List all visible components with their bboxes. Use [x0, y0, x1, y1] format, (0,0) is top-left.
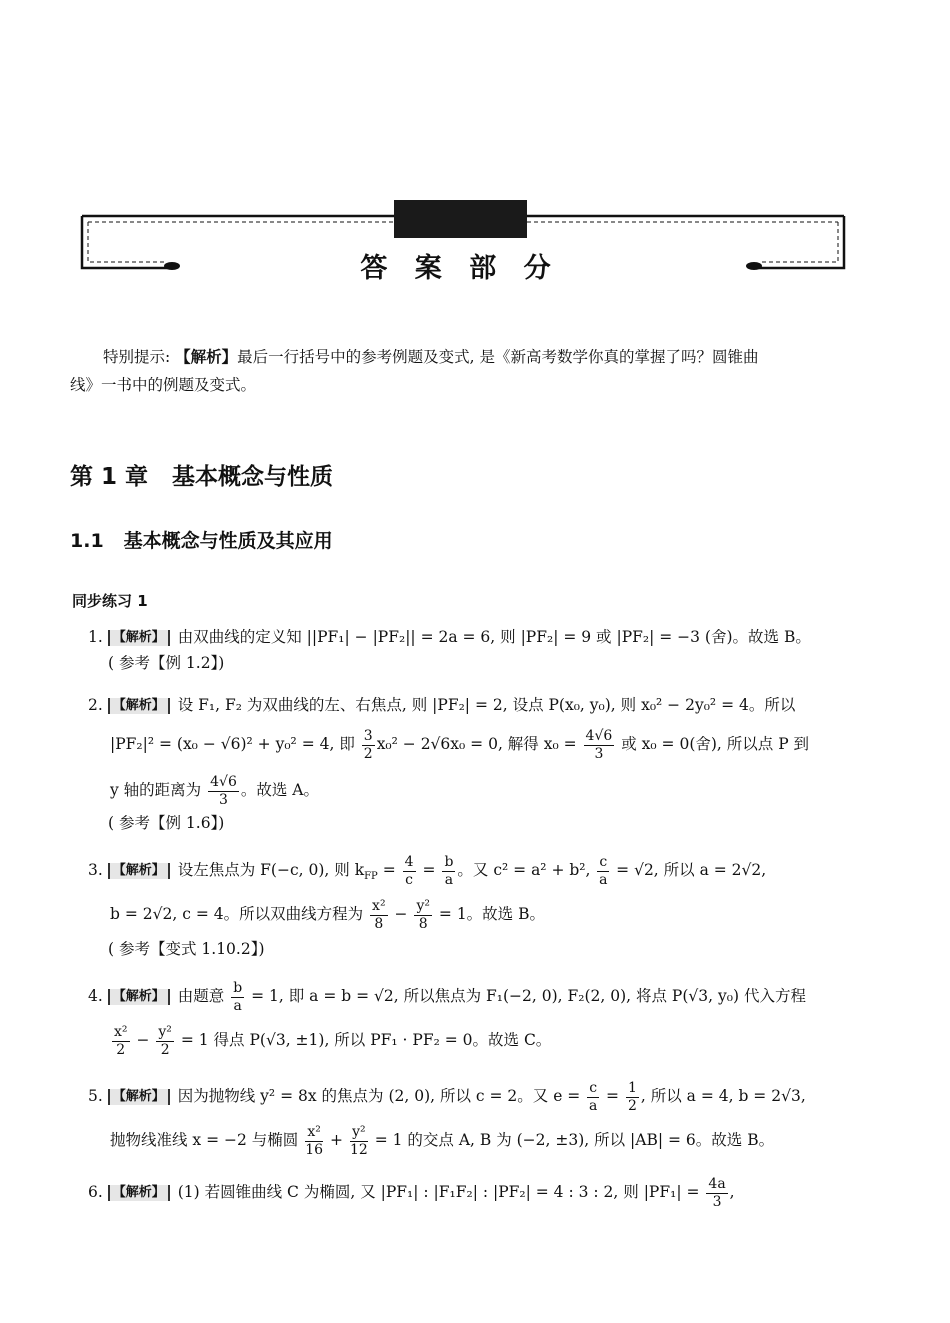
subsection-heading	[70, 526, 333, 553]
item-text: ,	[729, 1183, 735, 1201]
item-text: y 轴的距离为	[110, 781, 202, 799]
fraction: $\frac{\text{y²}}{2}$	[158, 1023, 172, 1058]
tip-keyword: 【解析】	[175, 347, 238, 366]
analysis-tag: 【解析】	[108, 698, 170, 714]
fraction: $\frac{1}{2}$	[627, 1079, 637, 1114]
item-text: |PF₂|² = (x₀ − √6)² + y₀² = 4, 即	[110, 735, 355, 753]
item-text: −	[394, 905, 408, 923]
item-number: 4.	[88, 987, 103, 1005]
item-number: 2.	[88, 696, 103, 714]
item-text: 或 x₀ = 0(舍), 所以点 P 到	[621, 735, 810, 753]
fraction: $\frac{\text{x²}}{16}$	[305, 1123, 324, 1158]
item-text: −	[136, 1031, 150, 1049]
fraction: $\frac{4a}{3}$	[708, 1175, 726, 1210]
item-number: 1.	[88, 628, 103, 646]
item-text: =	[382, 861, 396, 879]
item-text: 设 F₁, F₂ 为双曲线的左、右焦点, 则 |PF₂| = 2, 设点 P(x₀, y₀), 则 x₀² − 2y₀² = 4。所以	[177, 696, 796, 714]
item-text: 。故选 A。	[240, 781, 319, 799]
answer-item-4	[88, 974, 850, 1062]
exercise-heading: 同步练习 1	[72, 592, 148, 610]
item-text: (1) 若圆锥曲线 C 为椭圆, 又 |PF₁| : |F₁F₂| : |PF₂| = 4 : 3 : 2, 则 |PF₁| =	[177, 1183, 700, 1201]
tip-text-line2: 线》一书中的例题及变式。	[70, 376, 257, 394]
fraction: $\frac{4}{c}$	[404, 853, 414, 888]
item-text: 。又 c² = a² + b²,	[457, 861, 591, 879]
fraction: $\frac{\text{y²}}{12}$	[349, 1123, 368, 1158]
item-text: = 1。故选 B。	[438, 905, 545, 923]
answer-item-5	[88, 1074, 850, 1162]
tip-paragraph	[70, 346, 850, 396]
fraction: $\frac{c}{a}$	[588, 1079, 598, 1114]
analysis-tag: 【解析】	[108, 863, 170, 879]
item-reference: ( 参考【例 1.6】)	[108, 814, 225, 832]
chapter-title: 基本概念与性质	[172, 464, 334, 490]
answer-item-6	[88, 1170, 850, 1214]
item-text: =	[422, 861, 436, 879]
fraction: $\frac{4√6}{3}$	[585, 727, 613, 762]
answer-item-3	[88, 848, 850, 960]
item-text: = √2, 所以 a = 2√2,	[616, 861, 767, 879]
header-black-block	[394, 200, 527, 238]
subsection-title: 基本概念与性质及其应用	[123, 530, 333, 552]
chapter-number: 第 1 章	[70, 464, 149, 490]
item-text: 因为抛物线 y² = 8x 的焦点为 (2, 0), 所以 c = 2。又 e =	[177, 1087, 581, 1105]
fraction: $\frac{b}{a}$	[444, 853, 454, 888]
fraction: $\frac{\text{x²}}{8}$	[372, 897, 386, 932]
item-text: 由双曲线的定义知 ||PF₁| − |PF₂|| = 2a = 6, 则 |PF₂| = 9 或 |PF₂| = −3 (舍)。故选 B。	[177, 628, 811, 646]
item-number: 3.	[88, 861, 103, 879]
answer-item-2	[88, 694, 850, 834]
item-text: =	[606, 1087, 620, 1105]
item-text: 设左焦点为 F(−c, 0), 则 k	[177, 861, 365, 879]
subscript: FP	[364, 871, 378, 883]
analysis-tag: 【解析】	[108, 630, 170, 646]
item-text: = 1 的交点 A, B 为 (−2, ±3), 所以 |AB| = 6。故选 B。	[374, 1131, 775, 1149]
chapter-heading	[70, 458, 333, 491]
analysis-tag: 【解析】	[108, 1089, 170, 1105]
item-text: 由题意	[177, 987, 225, 1005]
item-text: x₀² − 2√6x₀ = 0, 解得 x₀ =	[376, 735, 577, 753]
fraction: $\frac{4√6}{3}$	[210, 773, 237, 808]
subsection-number: 1.1	[70, 530, 104, 552]
fraction: $\frac{b}{a}$	[233, 979, 243, 1014]
fraction: $\frac{\text{x²}}{2}$	[114, 1023, 128, 1058]
item-reference: ( 参考【例 1.2】)	[108, 654, 225, 672]
tip-prefix: 特别提示:	[103, 348, 176, 366]
item-text: b = 2√2, c = 4。所以双曲线方程为	[110, 905, 364, 923]
item-text: +	[330, 1131, 343, 1149]
tip-text-line1: 最后一行括号中的参考例题及变式, 是《新高考数学你真的掌握了吗？圆锥曲	[237, 348, 759, 366]
item-number: 5.	[88, 1087, 103, 1105]
analysis-tag: 【解析】	[108, 1185, 170, 1201]
analysis-tag: 【解析】	[108, 989, 170, 1005]
fraction: $\frac{c}{a}$	[599, 853, 608, 888]
answer-item-1	[88, 626, 850, 674]
item-text: = 1, 即 a = b = √2, 所以焦点为 F₁(−2, 0), F₂(2, 0), 将点 P(√3, y₀) 代入方程	[251, 987, 806, 1005]
item-text: = 1 得点 P(√3, ±1), 所以 PF₁ · PF₂ = 0。故选 C。	[180, 1031, 552, 1049]
section-title: 答 案 部 分	[360, 253, 560, 284]
item-text: 抛物线准线 x = −2 与椭圆	[110, 1131, 299, 1149]
item-number: 6.	[88, 1183, 103, 1201]
item-reference: ( 参考【变式 1.10.2】)	[108, 940, 265, 958]
fraction: $\frac{3}{2}$	[363, 727, 373, 762]
item-text: , 所以 a = 4, b = 2√3,	[640, 1087, 806, 1105]
fraction: $\frac{\text{y²}}{8}$	[416, 897, 430, 932]
